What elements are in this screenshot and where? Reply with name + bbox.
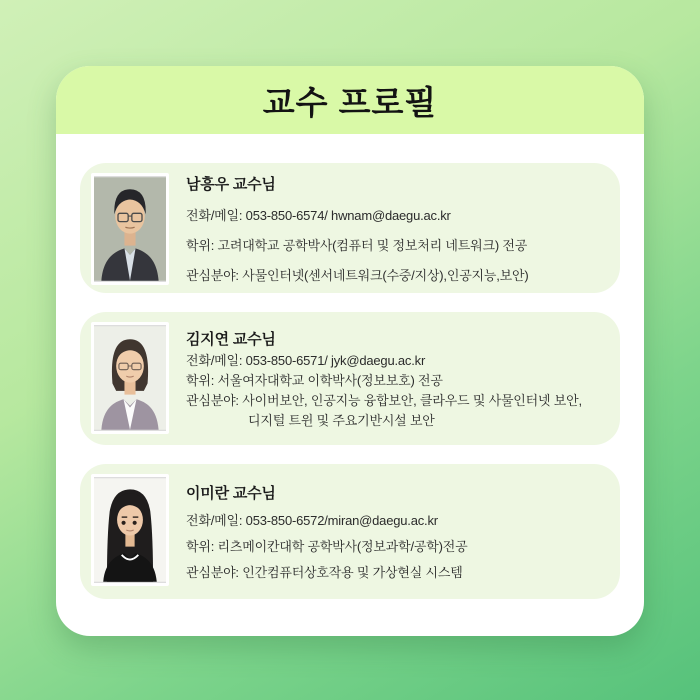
profile-panel <box>56 66 644 636</box>
panel-header <box>56 66 644 134</box>
professor-degree: 학위: 서울여자대학교 이학박사(정보보호) 전공 <box>186 373 443 388</box>
professor-info <box>186 173 606 283</box>
professor-name: 김지연 교수님 <box>186 331 276 348</box>
professor-name: 이미란 교수님 <box>186 485 276 502</box>
profile-card-kim <box>80 312 620 445</box>
profile-card-nam <box>80 163 620 293</box>
male-professor-portrait-icon <box>94 176 166 282</box>
professor-interests: 관심분야: 인간컴퓨터상호작용 및 가상현실 시스템 <box>186 565 463 580</box>
professor-interests: 관심분야: 사물인터넷(센서네트워크(수중/지상),인공지능,보안) <box>186 267 529 283</box>
professor-photo-frame <box>91 173 169 285</box>
professor-interests: 관심분야: 사이버보안, 인공지능 융합보안, 클라우드 및 사물인터넷 보안, <box>186 393 582 408</box>
professor-info <box>186 474 606 589</box>
professor-interests-continued: 디지털 트윈 및 주요기반시설 보안 <box>248 413 435 428</box>
professor-degree: 학위: 리츠메이칸대학 공학박사(정보과학/공학)전공 <box>186 539 468 554</box>
professor-photo-frame <box>91 322 169 434</box>
professor-contact: 전화/메일: 053-850-6571/ jyk@daegu.ac.kr <box>186 353 426 368</box>
female-professor-portrait-icon <box>94 477 166 583</box>
profile-card-lee <box>80 464 620 599</box>
professor-contact: 전화/메일: 053-850-6572/miran@daegu.ac.kr <box>186 513 438 528</box>
professor-name: 남흥우 교수님 <box>186 175 276 193</box>
professor-photo-frame <box>91 474 169 586</box>
female-professor-portrait-icon <box>94 325 166 431</box>
page-title: 교수 프로필 <box>262 83 438 121</box>
professor-contact: 전화/메일: 053-850-6574/ hwnam@daegu.ac.kr <box>186 207 451 223</box>
professor-info <box>186 322 606 435</box>
profile-card-list <box>56 134 644 599</box>
professor-degree: 학위: 고려대학교 공학박사(컴퓨터 및 정보처리 네트워크) 전공 <box>186 237 528 253</box>
